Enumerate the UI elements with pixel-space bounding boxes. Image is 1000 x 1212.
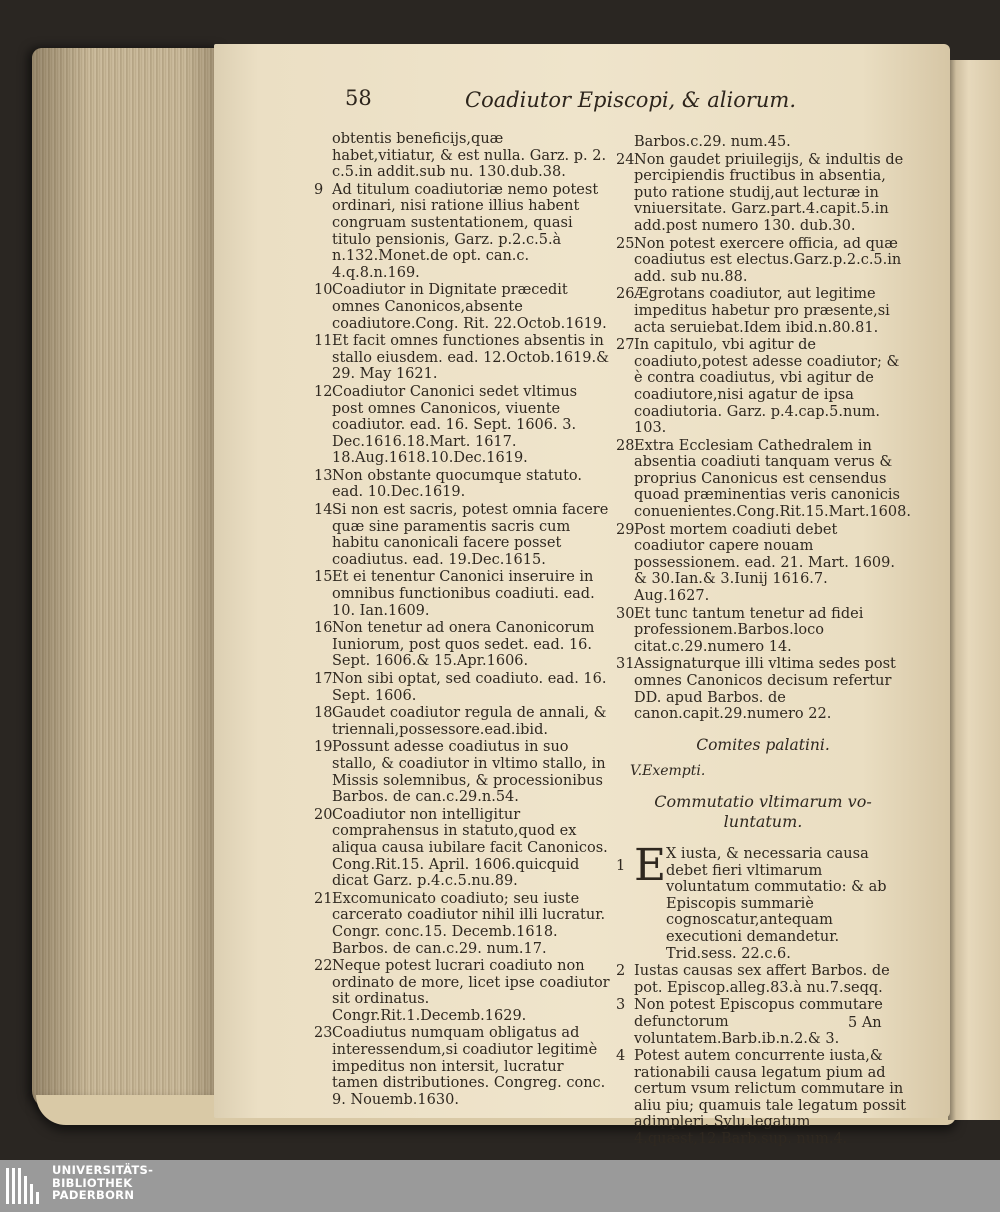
numbered-entry [314, 739, 610, 806]
entry-text: Gaudet coadiutor regula de annali, & triennali,possessore.ead.ibid. [332, 705, 607, 738]
entry-text: Et tunc tantum tenetur ad fidei professionem.Barbos.loco citat.c.29.numero 14. [634, 605, 864, 655]
entry-text: Potest autem concurrente iusta,& rationabili causa legatum pium ad certum vsum relictum commutare in aliu piu; quamuis tale legatum possit adimpleri. Sylu.legatum 4.quæst,12.Barb.sup. num.4. [634, 1048, 906, 1148]
entry-text: Possunt adesse coadiutus in suo stallo, & coadiutor in vltimo stallo, in Missis solemnibus, & processionibus Barbos. de can.c.29.n.54. [332, 739, 606, 806]
entry-number: 22 [314, 958, 333, 975]
catchword: 5 An [848, 1015, 882, 1031]
entry-number: 21 [314, 890, 333, 907]
numbered-entry [314, 705, 610, 738]
entry-text: Non potest exercere officia, ad quæ coadiutus est electus.Garz.p.2.c.5.in add. sub nu.88. [634, 235, 902, 285]
facing-page-edge [948, 60, 1000, 1120]
entry-text: Coadiutor Canonici sedet vltimus post omnes Canonicos, viuente coadiutor. ead. 16. Sept. 1606. 3. Dec.1616.18.Mart. 1617. 18.Aug.1618.10.Dec.1619. [332, 383, 578, 467]
numbered-entry [314, 806, 610, 890]
numbered-entry [314, 620, 610, 670]
entry-text: In capitulo, vbi agitur de coadiuto,potest adesse coadiutor; & è contra coadiutus, vbi agitur de coadiutore,nisi agatur de ipsa coadiutoria. Garz. p.4.cap.5.num. 103. [634, 337, 900, 437]
page-number: 58 [345, 86, 372, 110]
numbered-entry [314, 569, 610, 619]
entry-text: Et facit omnes functiones absentis in stallo eiusdem. ead. 12.Octob.1619.& 29. May 1621. [332, 333, 610, 383]
entry-text: obtentis beneficijs,quæ habet,vitiatur, & est nulla. Garz. p. 2. c.5.in addit.sub nu. 130.dub.38. [332, 131, 607, 181]
left-text-column [314, 131, 610, 1109]
numbered-entry [616, 151, 906, 235]
entry-text: Neque potest lucrari coadiuto non ordinato de more, licet ipse coadiutor sit ordinatus. Congr.Rit.1.Decemb.1629. [332, 958, 610, 1024]
entry-text: Extra Ecclesiam Cathedralem in absentia coadiuti tanquam verus & proprius Canonicus est censendus quoad præminentias veris canonicis conuenientes.Cong.Rit.15.Mart.1608. [634, 437, 911, 521]
entry-number: 17 [314, 671, 333, 687]
numbered-entry [314, 282, 610, 332]
numbered-entry [314, 671, 610, 704]
numbered-entry [314, 1025, 610, 1108]
entry-number: 1 [616, 857, 626, 874]
numbered-entry [616, 963, 906, 996]
library-logo-icon [6, 1168, 46, 1204]
library-footer-bar [0, 1160, 1000, 1212]
heading-line-2: luntatum. [723, 811, 803, 831]
entry-number: 19 [314, 739, 333, 756]
entry-text: Si non est sacris, potest omnia facere quæ sine paramentis sacris cum habitu canonicali facere posset coadiutus. ead. 19.Dec.1615. [332, 502, 609, 568]
numbered-entry [616, 1048, 906, 1148]
entry-text: Coadiutor in Dignitate præcedit omnes Canonicos,absente coadiutore.Cong. Rit. 22.Octob.1619. [332, 282, 607, 332]
library-logo-text [52, 1164, 153, 1202]
drop-capital: E [634, 839, 667, 891]
entry-number: 4 [616, 1048, 626, 1065]
entry-with-dropcap [616, 839, 906, 962]
book-fore-edge [32, 48, 222, 1110]
entry-text: Iustas causas sex affert Barbos. de pot. Episcop.alleg.83.à nu.7.seqq. [634, 963, 890, 996]
entry-text: Ad titulum coadiutoriæ nemo potest ordinari, nisi ratione illius habent congruam sustentationem, quasi titulo pensionis, Garz. p.2.c.5.à n.132.Monet.de opt. can.c. 4.q.8.n.169. [332, 181, 599, 281]
entry-number: 30 [616, 605, 635, 622]
entry-text: Coadiutus numquam obligatus ad interessendum,si coadiutor legitimè impeditus non intersit, lucratur tamen distributiones. Congreg. conc. 9. Nouemb.1630. [332, 1025, 606, 1108]
right-entries [616, 134, 911, 723]
numbered-entry [616, 337, 906, 437]
entry-text: Coadiutor non intelligitur comprahensus in statuto,quod ex aliqua causa iubilare facit Canonicos. Cong.Rit.15. April. 1606.quicquid dicat Garz. p.4.c.5.nu.89. [332, 806, 608, 890]
numbered-entry [314, 333, 610, 383]
numbered-entry [616, 437, 911, 521]
entry-number: 13 [314, 467, 333, 484]
entry-text: Non sibi optat, sed coadiuto. ead. 16. Sept. 1606. [332, 671, 607, 704]
entry-number: 23 [314, 1025, 333, 1042]
entry-number: 12 [314, 383, 333, 400]
numbered-entry [314, 958, 610, 1024]
numbered-entry [318, 131, 610, 181]
entry-number: 9 [314, 181, 324, 198]
entry-number: 20 [314, 806, 333, 823]
heading-line-1: Commutatio vltimarum vo- [654, 791, 872, 811]
entry-number: 25 [616, 235, 635, 252]
numbered-entry [314, 467, 610, 501]
entry-text: Et ei tenentur Canonici inseruire in omnibus functionibus coadiuti. ead. 10. Ian.1609. [332, 569, 595, 619]
entry-number: 15 [314, 569, 333, 586]
entry-text: X iusta, & necessaria causa debet fieri vltimarum voluntatum commutatio: & ab Episcopis summariè cognoscatur,antequam executioni demandetur. Trid.sess. 22.c.6. [666, 845, 887, 962]
entry-number: 11 [314, 333, 333, 350]
numbered-entry [620, 134, 906, 151]
entry-text: Barbos.c.29. num.45. [634, 134, 791, 150]
numbered-entry [616, 656, 906, 723]
numbered-entry [314, 383, 610, 467]
cross-reference: V.Exempti. [630, 763, 706, 780]
entry-text: Ægrotans coadiutor, aut legitime impeditus habetur pro præsente,si acta seruiebat.Idem ibid.n.80.81. [634, 286, 890, 336]
entry-number: 2 [616, 963, 626, 980]
entry-text: Non obstante quocumque statuto. ead. 10.Dec.1619. [332, 467, 583, 501]
entry-text: Excomunicato coadiuto; seu iuste carcerato coadiutor nihil illi lucratur. Congr. conc.15. Decemb.1618. Barbos. de can.c.29. num.17. [332, 890, 606, 957]
right-text-column [616, 134, 911, 1149]
entry-number: 10 [314, 282, 333, 299]
entry-number: 14 [314, 502, 333, 519]
running-title: Coadiutor Episcopi, & aliorum. [465, 88, 797, 112]
section-heading-comites: Comites palatini. [696, 735, 830, 754]
numbered-entry [616, 235, 906, 286]
numbered-entry [616, 521, 906, 605]
entry-number: 18 [314, 705, 333, 722]
entry-number: 16 [314, 620, 333, 637]
entry-text: Post mortem coadiuti debet coadiutor capere nouam possessionem. ead. 21. Mart. 1609. & 30.Ian.& 3.Iunij 1616.7. Aug.1627. [634, 521, 895, 605]
entry-text: Non gaudet priuilegijs, & indultis de percipiendis fructibus in absentia, puto ratione studij,aut lecturæ in vniuersitate. Garz.part.4.capit.5.in add.post numero 130. dub.30. [634, 151, 904, 234]
numbered-entry [314, 890, 610, 957]
numbered-entry [314, 502, 610, 568]
entry-number: 31 [616, 656, 635, 673]
logo-line-3: PADERBORN [52, 1188, 135, 1202]
logo-line-1: UNIVERSITÄTS- [52, 1163, 154, 1177]
entry-number: 3 [616, 997, 626, 1014]
commutatio-entries [616, 963, 906, 1148]
entry-number: 27 [616, 337, 635, 354]
section-heading-commutatio [620, 792, 906, 832]
entry-number: 24 [616, 151, 635, 168]
page-header [345, 86, 797, 120]
entry-text: Non potest Episcopus commutare defunctorum voluntatem.Barb.ib.n.2.& 3. [634, 997, 883, 1047]
entry-text: Assignaturque illi vltima sedes post omnes Canonicos decisum refertur DD. apud Barbos. de canon.capit.29.numero 22. [634, 656, 896, 723]
entry-number: 29 [616, 521, 635, 538]
numbered-entry [314, 181, 610, 282]
entry-text: Non tenetur ad onera Canonicorum Iuniorum, post quos sedet. ead. 16. Sept. 1606.& 15.Apr.1606. [332, 620, 595, 670]
numbered-entry [616, 605, 906, 656]
numbered-entry [616, 286, 906, 336]
entry-number: 26 [616, 286, 635, 303]
entry-number: 28 [616, 437, 635, 454]
logo-line-2: BIBLIOTHEK [52, 1175, 133, 1190]
